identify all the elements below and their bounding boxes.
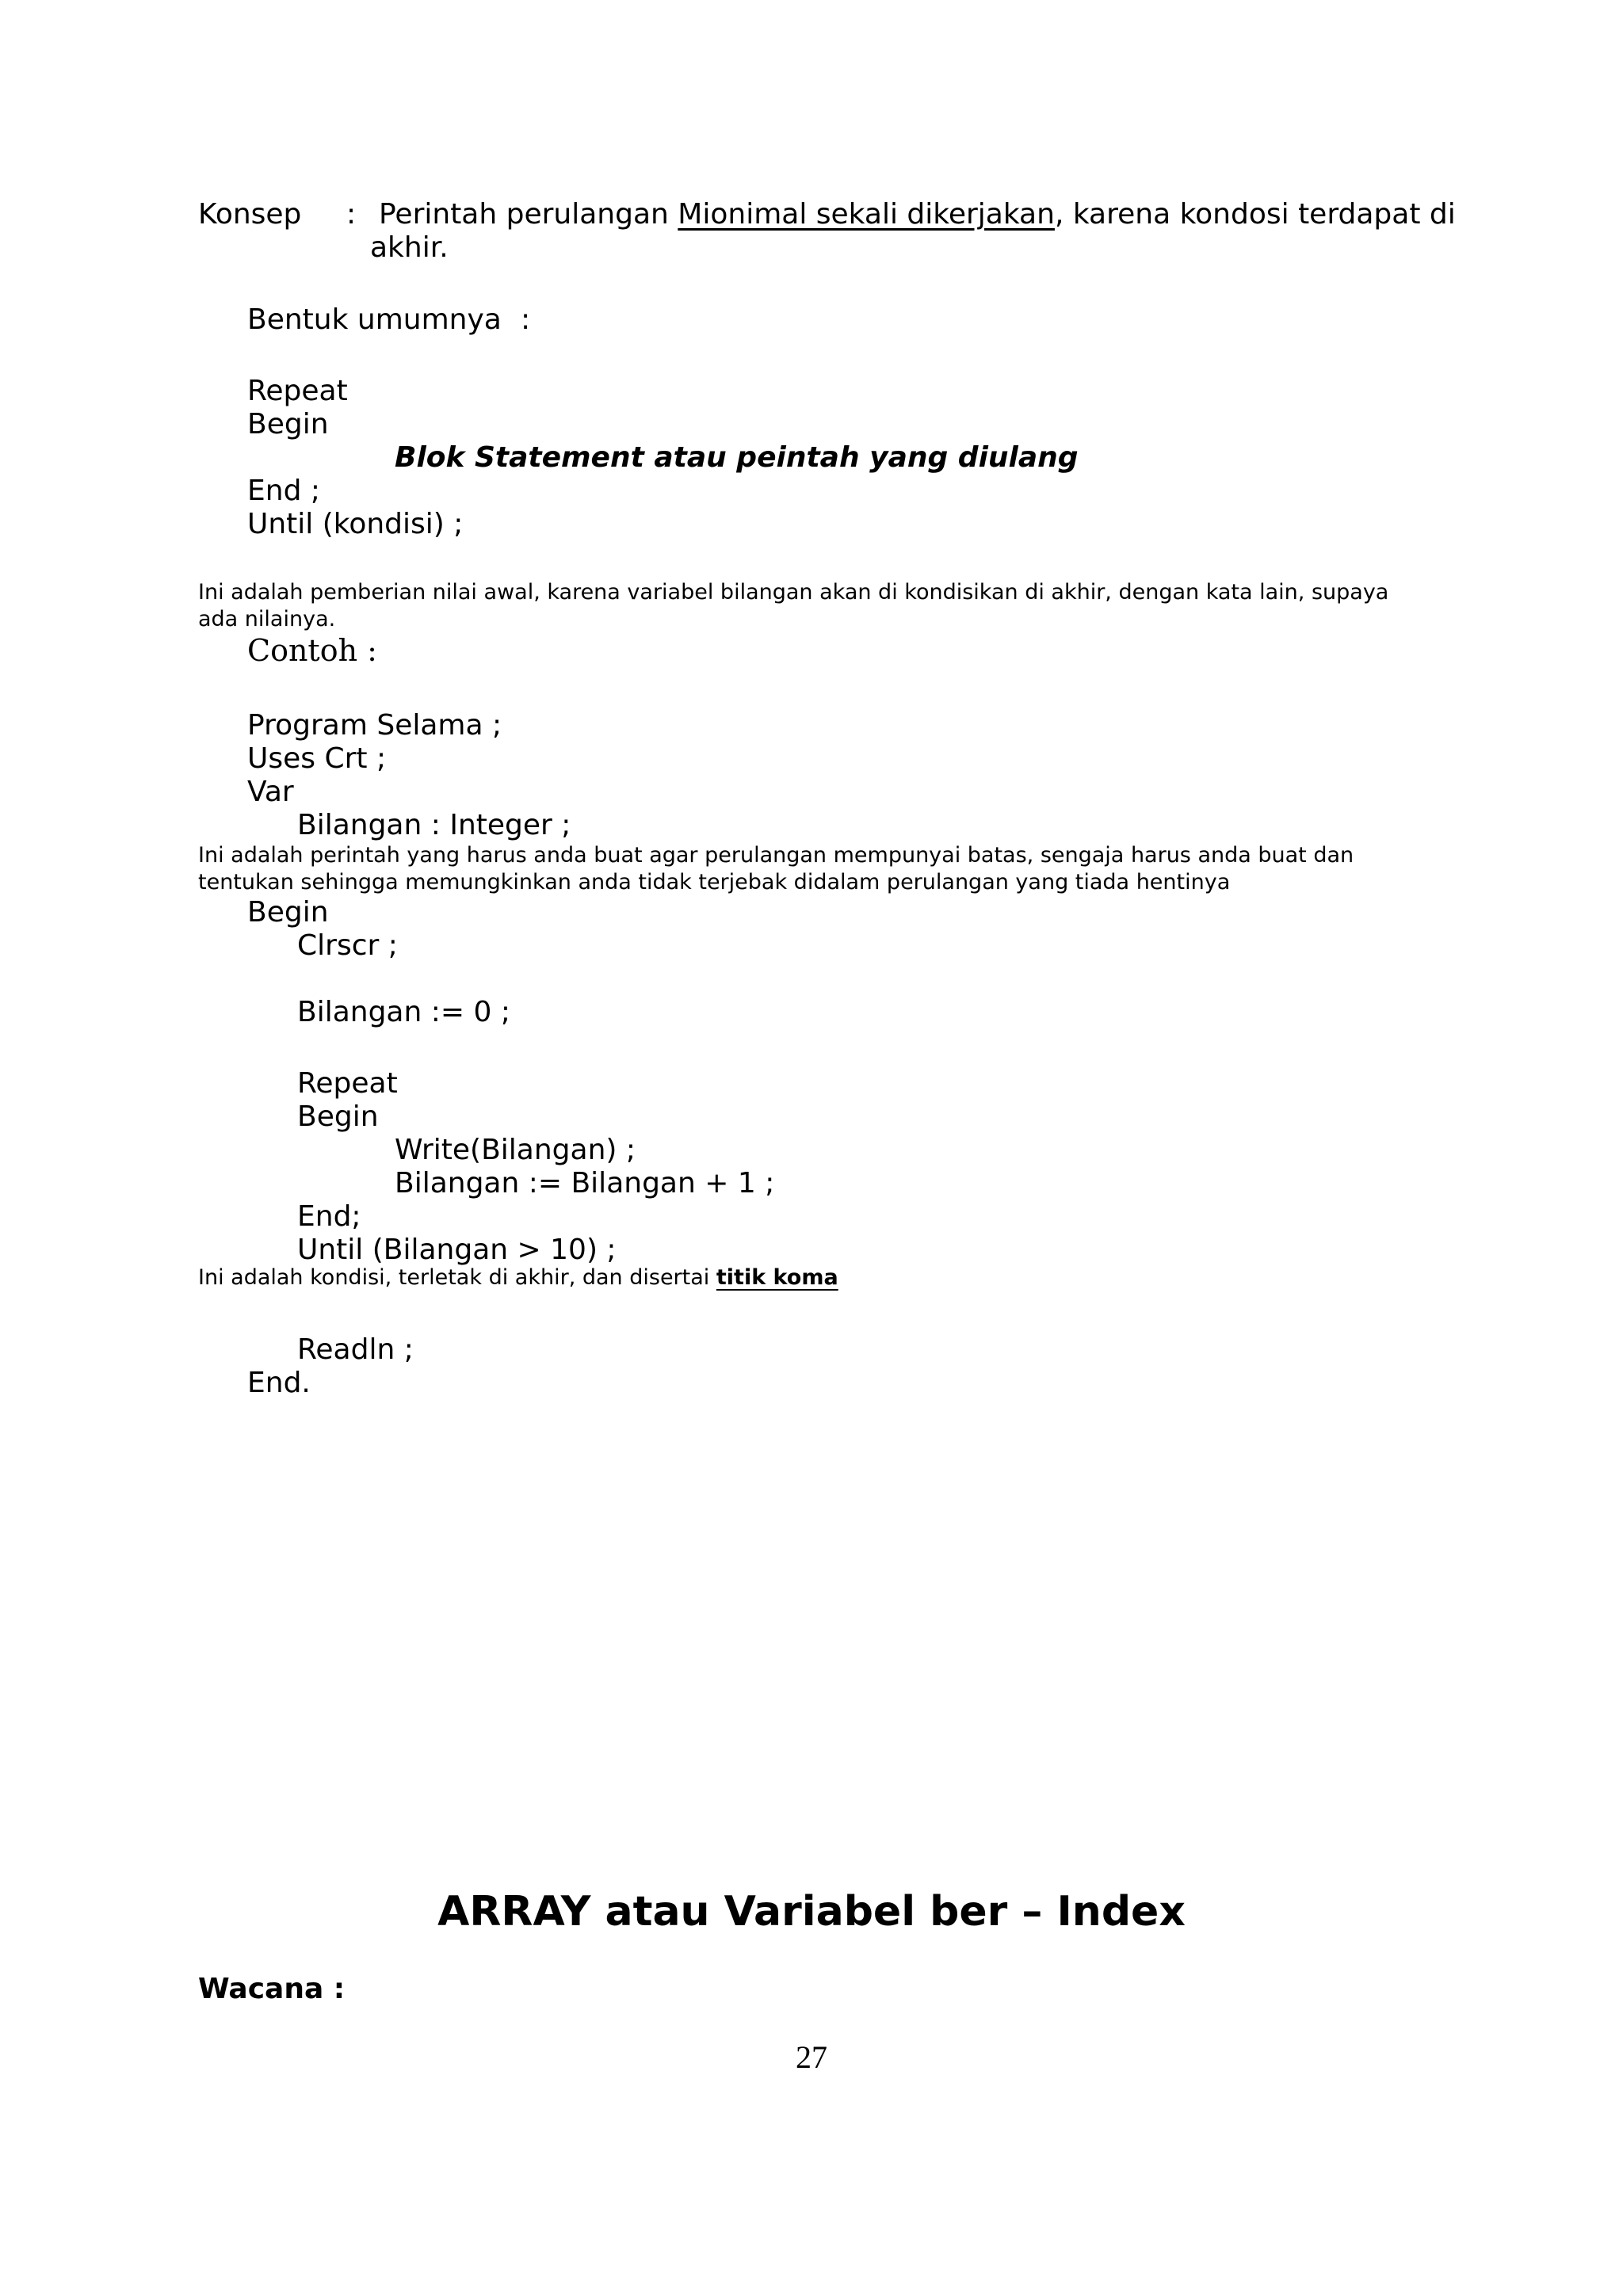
general-until: Until (kondisi) ;: [247, 508, 464, 540]
program-line-program: Program Selama ;: [247, 709, 502, 742]
wacana-label: Wacana :: [198, 1973, 346, 2005]
program-clrscr: Clrscr ;: [297, 929, 398, 962]
program-inner-end: End;: [297, 1200, 361, 1233]
note-condition-emphasis: titik koma: [716, 1265, 838, 1290]
program-init: Bilangan := 0 ;: [297, 996, 510, 1028]
program-repeat: Repeat: [297, 1067, 398, 1100]
note-condition: [198, 1264, 838, 1291]
program-begin: Begin: [247, 896, 329, 929]
program-line-uses: Uses Crt ;: [247, 742, 387, 775]
konsep-text-post: , karena kondosi terdapat di: [1054, 198, 1456, 231]
program-line-var: Var: [247, 776, 294, 808]
note-loop-limit-line2: tentukan sehingga memungkinkan anda tidak terjebak didalam perulangan yang tiada hentinya: [198, 870, 1231, 894]
program-inner-begin: Begin: [297, 1100, 379, 1133]
general-end: End ;: [247, 475, 320, 507]
general-block-statement: Blok Statement atau peintah yang diulang: [395, 441, 1079, 474]
konsep-text: [379, 198, 1456, 231]
konsep-text-pre: Perintah perulangan: [379, 198, 678, 231]
program-end: End.: [247, 1367, 311, 1399]
section-title: ARRAY atau Variabel ber – Index: [437, 1888, 1186, 1936]
note-initial-value-line2: ada nilainya.: [198, 607, 336, 631]
note-initial-value-line1: Ini adalah pemberian nilai awal, karena variabel bilangan akan di kondisikan di akhir, dengan kata lain, supaya: [198, 580, 1389, 605]
general-begin: Begin: [247, 408, 329, 441]
program-line-declaration: Bilangan : Integer ;: [297, 809, 571, 841]
contoh-label: Contoh :: [247, 633, 377, 668]
page-number: 27: [796, 2039, 827, 2075]
konsep-text-underlined: Mionimal sekali dikerjakan: [678, 198, 1055, 231]
konsep-text-cont: akhir.: [370, 231, 449, 264]
general-repeat: Repeat: [247, 375, 348, 407]
bentuk-label: Bentuk umumnya: [247, 303, 502, 336]
konsep-colon: :: [346, 198, 357, 231]
program-readln: Readln ;: [297, 1333, 414, 1366]
program-until: Until (Bilangan > 10) ;: [297, 1234, 617, 1266]
program-write: Write(Bilangan) ;: [395, 1134, 636, 1166]
bentuk-colon: :: [521, 303, 531, 336]
program-increment: Bilangan := Bilangan + 1 ;: [395, 1167, 775, 1199]
konsep-label: Konsep: [198, 198, 302, 231]
note-condition-text: Ini adalah kondisi, terletak di akhir, dan disertai: [198, 1265, 716, 1290]
note-loop-limit-line1: Ini adalah perintah yang harus anda buat agar perulangan mempunyai batas, sengaja harus anda buat dan: [198, 843, 1354, 868]
